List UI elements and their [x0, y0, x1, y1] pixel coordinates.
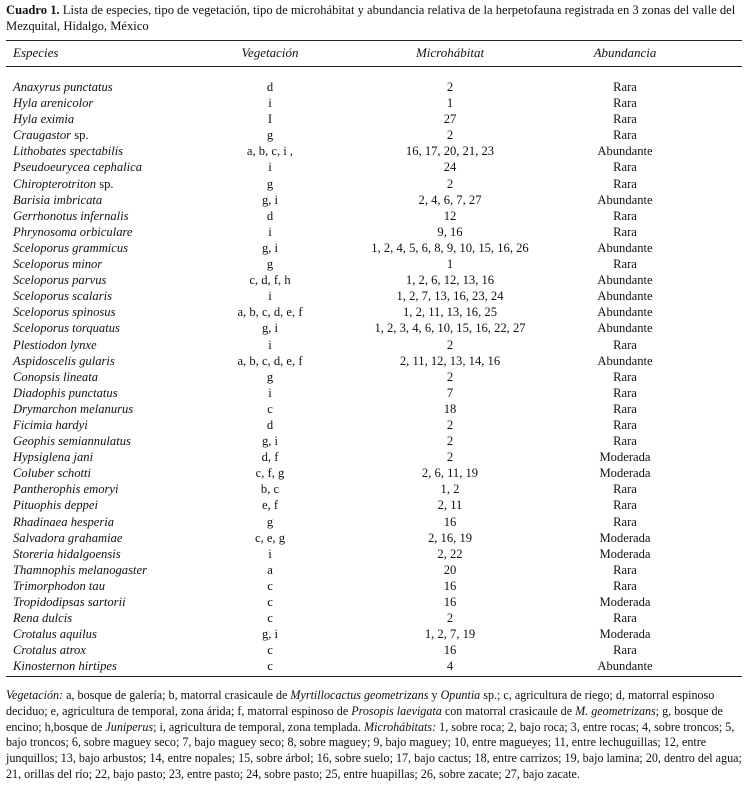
- table-row: [0, 272, 748, 288]
- microhabitat-cell: 7: [446, 385, 454, 400]
- microhabitat-cell: 2, 11, 12, 13, 14, 16: [399, 353, 501, 368]
- vegetacion-cell: e, f: [261, 498, 279, 513]
- table-header: [0, 45, 748, 61]
- abundancia-cell: Abundante: [597, 192, 653, 207]
- microhabitat-cell: 20: [443, 562, 457, 577]
- table-row: [0, 337, 748, 353]
- species-cell: [13, 626, 97, 642]
- species-cell: [13, 369, 98, 385]
- table-row: [0, 530, 748, 546]
- vegetacion-cell: d: [266, 208, 274, 223]
- vegetacion-cell: a: [267, 562, 273, 577]
- vegetacion-cell: c: [267, 659, 273, 674]
- vegetacion-cell: i: [268, 385, 272, 400]
- footnote-veg-label: Vegetación:: [6, 688, 64, 702]
- microhabitat-cell: 4: [446, 659, 454, 674]
- table-row: [0, 385, 748, 401]
- microhabitat-cell: 2: [446, 611, 454, 626]
- footnote-text: 1, sobre roca; 2, bajo roca; 3, entre rocas; 4, sobre troncos; 5, bajo troncos; 6, sobre maguey seco; 7, bajo maguey seco; 8, sobre maguey; 9, bajo maguey; 10, entre magueyes; 11, entre lechuguillas; 12, entre junquillos; 13, bajo arbustos; 14, entre nopales; 15, sobre árbol; 16, sobre suelo; 17, bajo cactus; 18, entre carrizos; 19, bajo lamina; 20, dentro del agua; 21, orillas del río; 22, bajo pasto; 23, entre pasto; 24, sobre pasto; 25, entre huapillas; 26, sobre zacate; 27, bajo zacate.: [6, 719, 742, 781]
- species-cell: [13, 610, 72, 626]
- species-name: Ficimia hardyi: [13, 417, 88, 432]
- species-name: Kinosternon hirtipes: [13, 659, 117, 674]
- header-abundancia: Abundancia: [593, 45, 657, 60]
- table-row: [0, 449, 748, 465]
- species-name: Pantherophis emoryi: [13, 482, 119, 497]
- table-row: [0, 610, 748, 626]
- vegetacion-cell: g, i: [261, 192, 279, 207]
- table-row: [0, 256, 748, 272]
- species-name: Crotalus aquilus: [13, 627, 97, 642]
- abundancia-cell: Rara: [613, 417, 637, 432]
- bottom-rule: [6, 676, 742, 677]
- abundancia-cell: Rara: [613, 498, 637, 513]
- microhabitat-cell: 9, 16: [437, 224, 463, 239]
- vegetacion-cell: c: [267, 595, 273, 609]
- microhabitat-cell: 2: [446, 176, 454, 191]
- footnote-micro-label: Microhábitats:: [364, 719, 437, 734]
- species-cell: [13, 562, 147, 578]
- vegetacion-cell: c: [267, 611, 273, 626]
- table-row: [0, 594, 748, 610]
- microhabitat-cell: 16: [443, 595, 457, 609]
- species-name: Geophis semiannulatus: [13, 434, 131, 449]
- header-rule: [6, 66, 742, 67]
- microhabitat-cell: 1, 2: [440, 482, 460, 497]
- abundancia-cell: Rara: [613, 257, 637, 272]
- species-cell: [13, 304, 116, 320]
- species-cell: [13, 224, 133, 240]
- microhabitat-cell: 1, 2, 6, 12, 13, 16: [405, 273, 495, 288]
- species-cell: [13, 385, 118, 401]
- table-row: [0, 642, 748, 658]
- species-name: Craugastor: [13, 128, 72, 143]
- vegetacion-cell: a, b, c, i ,: [246, 144, 294, 159]
- caption-label: Cuadro 1.: [6, 3, 60, 17]
- abundancia-cell: Moderada: [599, 546, 651, 561]
- species-name: Sceloporus spinosus: [13, 305, 116, 320]
- species-cell: [13, 159, 142, 175]
- abundancia-cell: Rara: [613, 176, 637, 191]
- species-suffix: sp.: [96, 176, 114, 191]
- header-microhabitat: Microhábitat: [415, 45, 485, 60]
- microhabitat-cell: 24: [443, 160, 457, 175]
- table-row: [0, 208, 748, 224]
- footnote-text: a, bosque de galería; b, matorral crasicaule de: [63, 688, 291, 702]
- species-cell: [13, 79, 113, 95]
- vegetacion-cell: g: [266, 257, 274, 272]
- vegetacion-cell: i: [268, 224, 272, 239]
- species-name: Conopsis lineata: [13, 369, 99, 384]
- abundancia-cell: Rara: [613, 611, 637, 626]
- species-name: Storeria hidalgoensis: [13, 546, 121, 561]
- species-name: Lithobates spectabilis: [13, 144, 124, 159]
- footnote-species: Juniperus: [105, 719, 154, 734]
- vegetacion-cell: g, i: [261, 434, 279, 449]
- table-row: [0, 433, 748, 449]
- vegetacion-cell: c: [267, 401, 273, 416]
- microhabitat-cell: 12: [443, 208, 457, 223]
- table-row: [0, 369, 748, 385]
- vegetacion-cell: d: [266, 80, 274, 94]
- table-footnote: [6, 688, 744, 783]
- abundancia-cell: Rara: [613, 128, 637, 143]
- vegetacion-cell: d, f: [261, 450, 279, 465]
- vegetacion-cell: g, i: [261, 321, 279, 336]
- species-name: Anaxyrus punctatus: [13, 80, 113, 94]
- vegetacion-cell: I: [267, 112, 273, 127]
- vegetacion-cell: g: [266, 128, 274, 143]
- table-row: [0, 320, 748, 336]
- species-cell: [13, 127, 89, 143]
- abundancia-cell: Moderada: [599, 450, 651, 465]
- species-name: Pituophis deppei: [13, 498, 98, 513]
- vegetacion-cell: g: [266, 369, 274, 384]
- abundancia-cell: Rara: [613, 96, 637, 111]
- abundancia-cell: Abundante: [597, 353, 653, 368]
- species-name: Hypsiglena jani: [13, 450, 94, 465]
- species-name: Gerrhonotus infernalis: [13, 208, 129, 223]
- microhabitat-cell: 1, 2, 4, 5, 6, 8, 9, 10, 15, 16, 26: [371, 240, 529, 255]
- table-caption: [6, 2, 744, 34]
- species-cell: [13, 256, 102, 272]
- table-row: [0, 401, 748, 417]
- abundancia-cell: Moderada: [599, 466, 651, 481]
- abundancia-cell: Abundante: [597, 321, 653, 336]
- species-name: Trimorphodon tau: [13, 578, 106, 593]
- microhabitat-cell: 16, 17, 20, 21, 23: [405, 144, 495, 159]
- microhabitat-cell: 1: [446, 96, 454, 111]
- vegetacion-cell: i: [268, 289, 272, 304]
- species-name: Tropidodipsas sartorii: [13, 595, 126, 609]
- species-name: Rhadinaea hesperia: [13, 514, 115, 529]
- vegetacion-cell: a, b, c, d, e, f: [237, 353, 303, 368]
- abundancia-cell: Rara: [613, 337, 637, 352]
- vegetacion-cell: c, f, g: [255, 466, 285, 481]
- microhabitat-cell: 2, 4, 6, 7, 27: [418, 192, 482, 207]
- microhabitat-cell: 2, 22: [437, 546, 463, 561]
- table-body: [0, 79, 748, 674]
- table-row: [0, 658, 748, 674]
- vegetacion-cell: c: [267, 643, 273, 658]
- abundancia-cell: Abundante: [597, 273, 653, 288]
- table-row: [0, 79, 748, 95]
- species-cell: [13, 546, 121, 562]
- vegetacion-cell: i: [268, 160, 272, 175]
- species-cell: [13, 514, 114, 530]
- caption-text: Lista de especies, tipo de vegetación, tipo de microhábitat y abundancia relativa de la herpetofauna registrada en 3 zonas del valle del Mezquital, Hidalgo, México: [6, 3, 736, 33]
- table-row: [0, 514, 748, 530]
- abundancia-cell: Rara: [613, 208, 637, 223]
- vegetacion-cell: d: [266, 417, 274, 432]
- species-suffix: sp.: [71, 128, 89, 143]
- footnote-species: Myrtillocactus geometrizans: [290, 688, 429, 702]
- species-cell: [13, 642, 86, 658]
- species-cell: [13, 578, 105, 594]
- table-row: [0, 626, 748, 642]
- table-row: [0, 497, 748, 513]
- table-row: [0, 465, 748, 481]
- microhabitat-cell: 2: [446, 337, 454, 352]
- vegetacion-cell: g: [266, 176, 274, 191]
- abundancia-cell: Rara: [613, 80, 637, 94]
- species-cell: [13, 111, 74, 127]
- abundancia-cell: Rara: [613, 514, 637, 529]
- abundancia-cell: Rara: [613, 385, 637, 400]
- abundancia-cell: Abundante: [597, 289, 653, 304]
- species-name: Chiropterotriton: [13, 176, 97, 191]
- species-name: Plestiodon lynxe: [13, 337, 97, 352]
- footnote-text: sp.; c, agricultura de riego; d, matorral espinoso deciduo; e, agricultura de temporal, zona árida; f, matorral espinoso de: [6, 688, 715, 718]
- vegetacion-cell: g, i: [261, 240, 279, 255]
- microhabitat-cell: 1, 2, 7, 19: [424, 627, 476, 642]
- species-cell: [13, 449, 93, 465]
- species-cell: [13, 176, 114, 192]
- microhabitat-cell: 16: [443, 643, 457, 658]
- microhabitat-cell: 16: [443, 578, 457, 593]
- species-name: Diadophis punctatus: [13, 385, 118, 400]
- abundancia-cell: Abundante: [597, 240, 653, 255]
- species-name: Aspidoscelis gularis: [13, 353, 115, 368]
- table-row: [0, 417, 748, 433]
- abundancia-cell: Abundante: [597, 305, 653, 320]
- table-row: [0, 176, 748, 192]
- microhabitat-cell: 2: [446, 369, 454, 384]
- table-row: [0, 240, 748, 256]
- species-cell: [13, 465, 91, 481]
- table-row: [0, 224, 748, 240]
- species-cell: [13, 401, 133, 417]
- abundancia-cell: Moderada: [599, 627, 651, 642]
- vegetacion-cell: a, b, c, d, e, f: [237, 305, 303, 320]
- abundancia-cell: Rara: [613, 224, 637, 239]
- table-row: [0, 562, 748, 578]
- table-row: [0, 159, 748, 175]
- species-cell: [13, 272, 106, 288]
- abundancia-cell: Moderada: [599, 530, 651, 545]
- species-cell: [13, 417, 88, 433]
- species-name: Sceloporus torquatus: [13, 321, 120, 336]
- microhabitat-cell: 1, 2, 11, 13, 16, 25: [403, 305, 497, 320]
- species-cell: [13, 288, 112, 304]
- species-cell: [13, 337, 97, 353]
- abundancia-cell: Abundante: [597, 144, 653, 159]
- species-name: Hyla eximia: [13, 112, 75, 127]
- footnote-text: y: [428, 688, 441, 702]
- species-name: Sceloporus grammicus: [13, 240, 129, 255]
- table-row: [0, 546, 748, 562]
- microhabitat-cell: 2, 11: [437, 498, 463, 513]
- microhabitat-cell: 2: [446, 417, 454, 432]
- species-cell: [13, 530, 123, 546]
- species-cell: [13, 497, 98, 513]
- species-name: Salvadora grahamiae: [13, 530, 123, 545]
- species-cell: [13, 208, 129, 224]
- species-cell: [13, 320, 120, 336]
- footnote-species: Opuntia: [440, 688, 481, 702]
- vegetacion-cell: i: [268, 546, 272, 561]
- microhabitat-cell: 27: [443, 112, 457, 127]
- species-cell: [13, 594, 126, 610]
- microhabitat-cell: 2: [446, 434, 454, 449]
- microhabitat-cell: 2: [446, 450, 454, 465]
- vegetacion-cell: c, e, g: [254, 530, 286, 545]
- table-row: [0, 481, 748, 497]
- vegetacion-cell: b, c: [260, 482, 280, 497]
- table-row: [0, 127, 748, 143]
- species-name: Phrynosoma orbiculare: [13, 224, 133, 239]
- species-cell: [13, 433, 131, 449]
- vegetacion-cell: g: [266, 514, 274, 529]
- species-cell: [13, 481, 119, 497]
- table-row: [0, 288, 748, 304]
- abundancia-cell: Rara: [613, 112, 637, 127]
- abundancia-cell: Rara: [613, 434, 637, 449]
- footnote-text: con matorral crasicaule de: [441, 703, 576, 718]
- table-row: [0, 95, 748, 111]
- header-especies: Especies: [13, 45, 59, 60]
- vegetacion-cell: g, i: [261, 627, 279, 642]
- species-name: Pseudoeurycea cephalica: [13, 160, 143, 175]
- species-name: Thamnophis melanogaster: [13, 562, 147, 577]
- footnote-species: Prosopis laevigata: [351, 703, 442, 718]
- footnote-text: ; i, agricultura de temporal, zona templada.: [153, 719, 365, 734]
- species-name: Hyla arenicolor: [13, 96, 94, 111]
- species-name: Sceloporus scalaris: [13, 289, 112, 304]
- microhabitat-cell: 2, 16, 19: [427, 530, 473, 545]
- species-name: Barisia imbricata: [13, 192, 103, 207]
- abundancia-cell: Rara: [613, 578, 637, 593]
- species-cell: [13, 658, 117, 674]
- species-cell: [13, 192, 102, 208]
- abundancia-cell: Rara: [613, 643, 637, 658]
- abundancia-cell: Rara: [613, 401, 637, 416]
- table-row: [0, 192, 748, 208]
- footnote-text: ; g, bosque de encino; h,bosque de: [6, 703, 723, 734]
- table-row: [0, 111, 748, 127]
- microhabitat-cell: 1: [446, 257, 454, 272]
- footnote-species: M. geometrizans: [575, 703, 656, 718]
- abundancia-cell: Rara: [613, 369, 637, 384]
- vegetacion-cell: i: [268, 96, 272, 111]
- species-name: Drymarchon melanurus: [13, 401, 134, 416]
- microhabitat-cell: 2: [446, 128, 454, 143]
- abundancia-cell: Rara: [613, 562, 637, 577]
- species-name: Sceloporus minor: [13, 257, 103, 272]
- microhabitat-cell: 16: [443, 514, 457, 529]
- microhabitat-cell: 18: [443, 401, 457, 416]
- table-row: [0, 578, 748, 594]
- vegetacion-cell: c: [267, 578, 273, 593]
- vegetacion-cell: c, d, f, h: [249, 273, 291, 288]
- abundancia-cell: Rara: [613, 482, 637, 497]
- species-name: Coluber schotti: [13, 466, 92, 481]
- microhabitat-cell: 2: [446, 80, 454, 94]
- top-rule: [6, 40, 742, 41]
- table-row: [0, 353, 748, 369]
- microhabitat-cell: 1, 2, 3, 4, 6, 10, 15, 16, 22, 27: [374, 321, 526, 336]
- header-vegetacion: Vegetación: [241, 45, 299, 60]
- species-cell: [13, 240, 128, 256]
- table-row: [0, 304, 748, 320]
- table-row: [0, 143, 748, 159]
- microhabitat-cell: 1, 2, 7, 13, 16, 23, 24: [396, 289, 504, 304]
- abundancia-cell: Moderada: [599, 595, 651, 609]
- species-name: Crotalus atrox: [13, 643, 86, 658]
- species-cell: [13, 353, 115, 369]
- species-cell: [13, 143, 123, 159]
- abundancia-cell: Abundante: [597, 659, 653, 674]
- vegetacion-cell: i: [268, 337, 272, 352]
- microhabitat-cell: 2, 6, 11, 19: [421, 466, 479, 481]
- species-cell: [13, 95, 93, 111]
- abundancia-cell: Rara: [613, 160, 637, 175]
- species-name: Sceloporus parvus: [13, 273, 107, 288]
- species-name: Rena dulcis: [13, 611, 73, 626]
